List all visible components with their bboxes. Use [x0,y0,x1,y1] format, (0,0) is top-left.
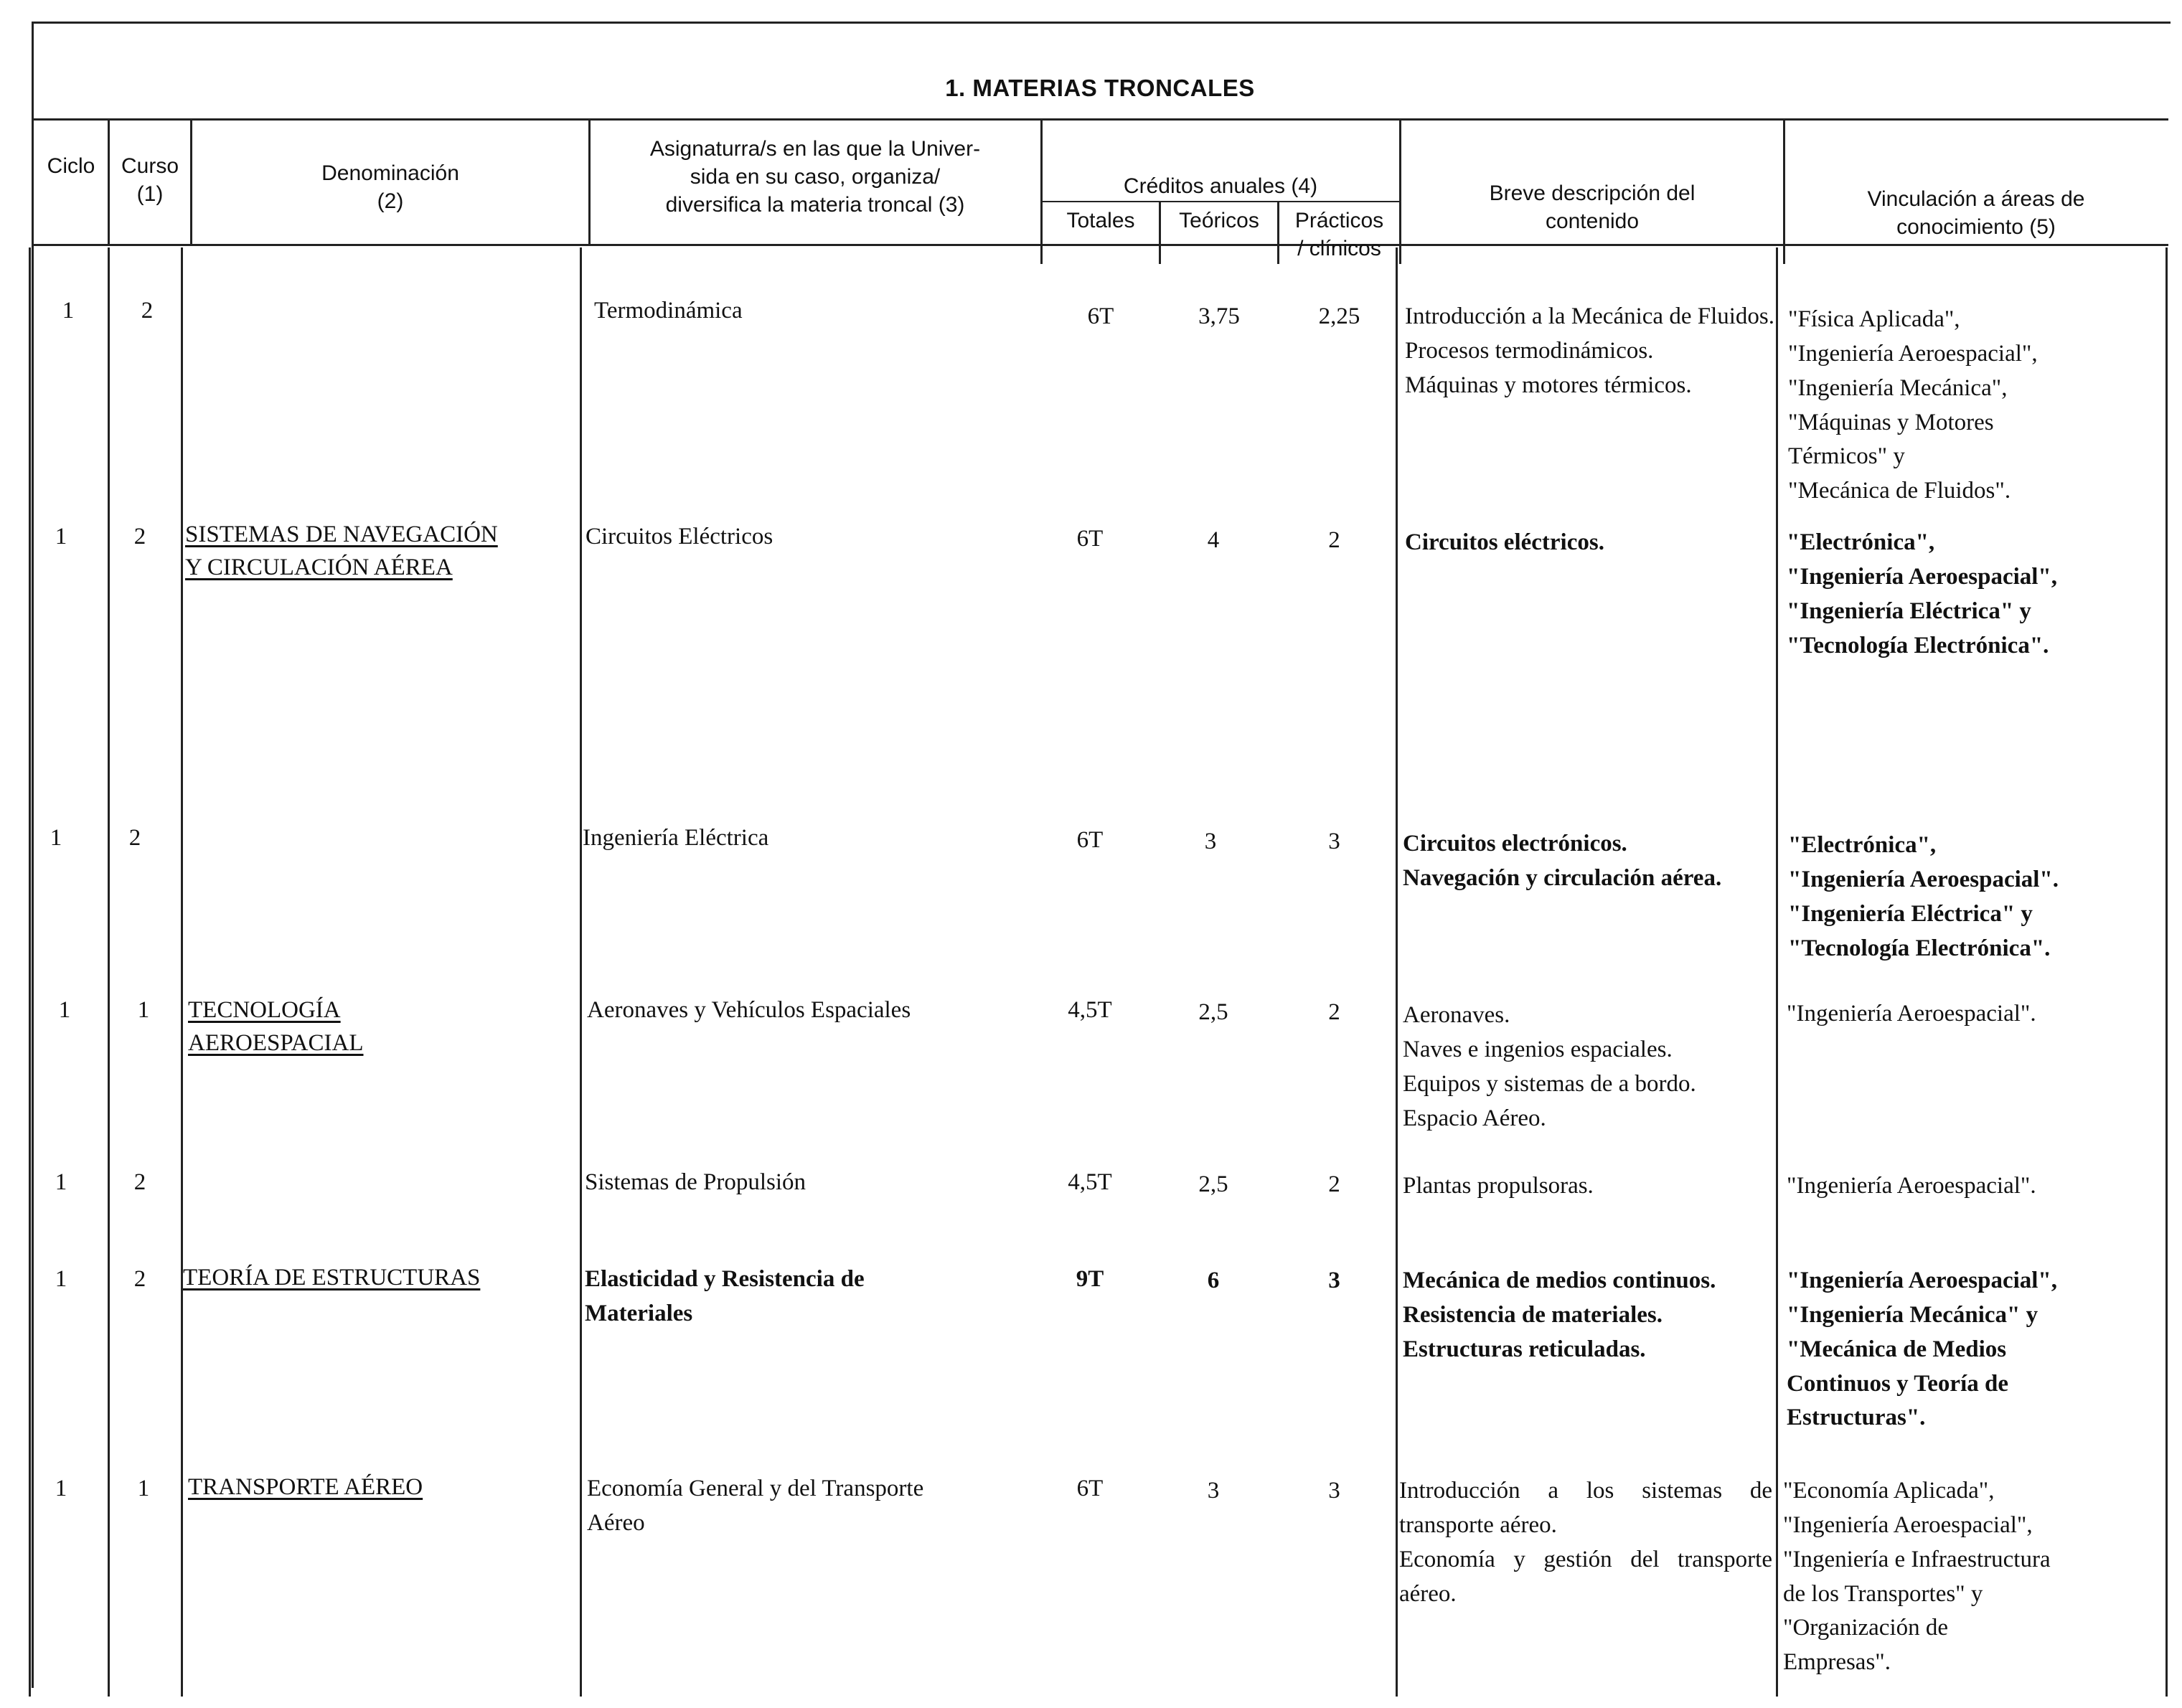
hdr-sep-3 [588,121,591,245]
table-row-0-descripcion: Introducción a la Mecánica de Fluidos. Procesos termodinámicos. Máquinas y motores térmicos. [1405,303,1774,398]
table-row-1-denominacion: SISTEMAS DE NAVEGACIÓN Y CIRCULACIÓN AÉREA [185,522,498,581]
table-title: 1. MATERIAS TRONCALES [945,75,1255,101]
table-row-3-descripcion: Aeronaves. Naves e ingenios espaciales. Equipos y sistemas de a bordo. Espacio Aéreo. [1403,1002,1696,1131]
table-row-6-denominacion: TRANSPORTE AÉREO [188,1474,423,1500]
header-denominacion: Denominación (2) [321,161,459,213]
table-row-2-practicos: 3 [1328,829,1340,854]
table-row-2-asignatura: Ingeniería Eléctrica [583,825,769,851]
body-rule-c [181,247,183,1697]
header-teoricos: Teóricos [1179,209,1259,232]
table-row-5-ciclo: 1 [55,1266,67,1292]
table-row-4-asignatura: Sistemas de Propulsión [585,1169,807,1195]
table-row-4-totales: 4,5T [1068,1169,1112,1195]
table-row-3-asignatura: Aeronaves y Vehículos Espaciales [587,997,911,1023]
table-row-3-vinculacion: "Ingeniería Aeroespacial". [1787,1001,2036,1027]
body-rule-b [108,247,110,1697]
table-row-1-vinculacion: "Electrónica", "Ingeniería Aeroespacial", "Ingeniería Eléctrica" y "Tecnología Electrónica". [1787,529,2058,659]
table-row-1-totales: 6T [1076,526,1104,552]
table-row-4-ciclo: 1 [55,1169,67,1195]
hdr-sep-4 [1040,121,1043,264]
header-curso: Curso (1) [121,154,179,206]
table-row-0-teoricos: 3,75 [1198,303,1240,329]
hdr-sep-6 [1277,202,1279,264]
header-totales: Totales [1066,209,1135,232]
table-row-4-teoricos: 2,5 [1198,1171,1228,1197]
body-rule-e [1396,247,1398,1697]
table-row-2-totales: 6T [1076,827,1104,853]
table-row-0-ciclo: 1 [62,298,75,324]
table-row-5-descripcion: Mecánica de medios continuos. Resistencia de materiales. Estructuras reticuladas. [1403,1268,1716,1362]
hdr-sep-7 [1399,121,1401,264]
header-practicos: Prácticos / clínicos [1294,209,1384,260]
table-row-0-practicos: 2,25 [1318,303,1360,329]
table-row-2-descripcion: Circuitos electrónicos. Navegación y circulación aérea. [1403,831,1722,891]
header-asignaturas: Asignaturra/s en las que la Univer- sida en su caso, organiza/ diversifica la materia troncal (3) [649,137,981,217]
table-row-3-denominacion: TECNOLOGÍA AEROESPACIAL [188,997,364,1057]
body-rule-a [29,247,31,1697]
table-row-4-descripcion: Plantas propulsoras. [1403,1173,1594,1199]
header-creditos: Créditos anuales (4) [1123,174,1318,198]
table-row-0-asignatura: Termodinámica [594,298,743,324]
table-row-5-curso: 2 [133,1266,146,1292]
header-vinculacion: Vinculación a áreas de conocimiento (5) [1867,187,2085,239]
hdr-sep-8 [1783,121,1785,264]
table-row-6-ciclo: 1 [55,1476,67,1501]
hdr-sep-2 [190,121,192,245]
table-row-1-descripcion: Circuitos eléctricos. [1405,529,1604,555]
table-row-2-ciclo: 1 [50,825,62,851]
table-row-2-curso: 2 [128,825,141,851]
table-row-6-totales: 6T [1076,1476,1104,1501]
table-row-4-curso: 2 [133,1169,146,1195]
table-row-5-totales: 9T [1076,1266,1104,1292]
table-row-4-vinculacion: "Ingeniería Aeroespacial". [1787,1173,2036,1199]
table-row-1-ciclo: 1 [55,524,67,549]
table-row-1-teoricos: 4 [1207,527,1220,553]
hdr-sep-1 [108,121,110,245]
table-row-6-vinculacion: "Economía Aplicada", "Ingeniería Aeroespacial", "Ingeniería e Infraestructura de los Transportes" y "Organización de Empresas". [1783,1478,2051,1676]
hdr-sep-5 [1159,202,1161,264]
table-row-4-practicos: 2 [1328,1171,1340,1197]
table-row-5-asignatura: Elasticidad y Resistencia de Materiales [585,1266,865,1326]
table-row-1-asignatura: Circuitos Eléctricos [586,524,773,549]
table-row-2-teoricos: 3 [1204,829,1217,854]
table-row-5-practicos: 3 [1328,1268,1340,1293]
table-row-5-teoricos: 6 [1207,1268,1220,1293]
header-descripcion: Breve descripción del contenido [1489,181,1696,233]
table-row-0-vinculacion: "Física Aplicada", "Ingeniería Aeroespacial", "Ingeniería Mecánica", "Máquinas y Motores Térmicos" y "Mecánica de Fluidos". [1788,306,2038,504]
table-row-5-denominacion: TEORÍA DE ESTRUCTURAS [183,1265,481,1291]
body-rule-g [2165,247,2168,1697]
header-bottom-rule [32,244,2168,246]
table-row-3-teoricos: 2,5 [1198,999,1228,1025]
header-ciclo: Ciclo [47,154,95,178]
table-row-3-totales: 4,5T [1068,997,1112,1023]
table-row-6-descripcion: Introducción a los sistemas de transporte aéreo. Economía y gestión del transporte aéreo. [1399,1478,1772,1607]
table-row-3-ciclo: 1 [58,997,71,1023]
table-row-3-practicos: 2 [1328,999,1340,1025]
table-row-3-curso: 1 [137,997,150,1023]
table-row-0-curso: 2 [141,298,154,324]
table-row-2-vinculacion: "Electrónica", "Ingeniería Aeroespacial". "Ingeniería Eléctrica" y "Tecnología Electrónica". [1788,832,2059,961]
table-row-1-practicos: 2 [1328,527,1340,553]
table-row-0-totales: 6T [1087,303,1114,329]
table-row-5-vinculacion: "Ingeniería Aeroespacial", "Ingeniería Mecánica" y "Mecánica de Medios Continuos y Teoría de Estructuras". [1787,1268,2058,1431]
body-rule-d [580,247,582,1697]
table-row-6-asignatura: Economía General y del Transporte Aéreo [587,1476,924,1536]
body-rule-f [1776,247,1778,1697]
title-rule [32,118,2168,121]
table-row-6-teoricos: 3 [1207,1478,1220,1504]
table-row-1-curso: 2 [133,524,146,549]
table-row-6-curso: 1 [137,1476,150,1501]
creditos-subrule [1040,201,1399,202]
table-row-6-practicos: 3 [1328,1478,1340,1504]
